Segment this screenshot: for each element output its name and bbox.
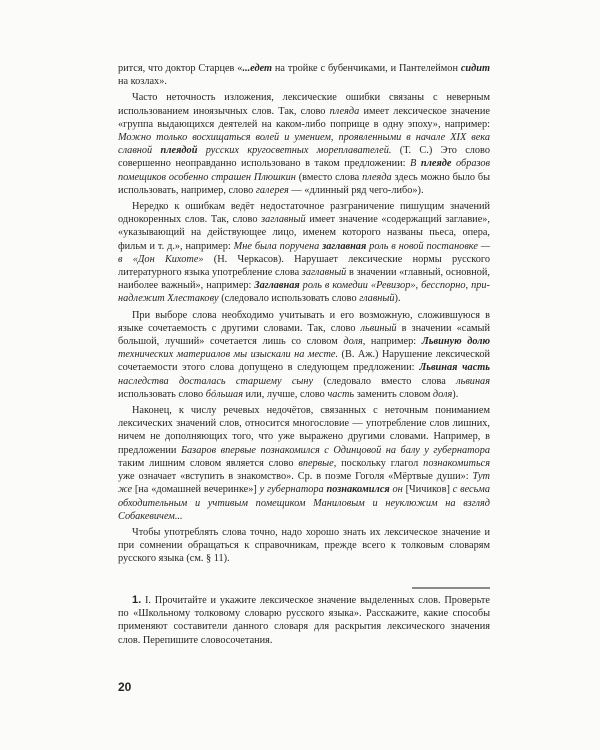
exercise-block — [118, 594, 490, 647]
paragraph: Нередко к ошибкам ведёт недостаточное разграничение пишущим значений однокоренных слов. Так, слово заглавный имеет значение «содержащий заглавие», «указывающий на действующее лицо, именем которого названы пьеса, опера, фильм и т. д.», например: Мне была поручена заглавная роль в новой постановке — в «Дон Кихоте» (Н. Черкасов). Нарушает лексические нормы русского литературного языка употребление слова заглавный в значении «главный, основной, наиболее важный», например: Заглавная роль в комедии «Ревизор», бесспорно, принадлежит Хлестакову (следовало использовать слово главный). — [118, 201, 491, 305]
paragraph: Наконец, к числу речевых недочётов, связанных с неточным пониманием лексических значений слов, относится многословие — употребление слов лишних, ничем не дополняющих того, что уже выражено другими словами. Например, в предложении Базаров впервые познакомился с Одинцовой на балу у губернатора таким лишним словом является слово впервые, поскольку глагол познакомиться уже означает «вступить в знакомство». Ср. в поэме Гоголя «Мёртвые души»: Тут же [на «домашней вечеринке»] у губернатора познакомился он [Чичиков] с весьма обходительным и учтивым помещиком Маниловым и неуклюжим на взгляд Собакевичем... — [118, 405, 491, 522]
paragraph: Чтобы употреблять слова точно, надо хорошо знать их лексическое значение и при сомнении обращаться к справочникам, прежде всего к толковым словарям русского языка (см. § 11). — [118, 526, 490, 565]
paragraph: При выборе слова необходимо учитывать и его возможную, сложившуюся в языке сочетаемость с другими словами. Так, слово львиный в значении «самый большой, лучший» сочетается лишь со словом доля, например: Львиную долю технических материалов мы изыскали на месте. (В. Аж.) Нарушение лексической сочетаемости этого слова допущено в следующем предложении: Львиная часть наследства досталась старшему сыну (следовало вместо слова львиная использовать слово бóльшая или, лучше, слово часть заменить словом доля). — [118, 309, 491, 400]
page-number: 20 — [118, 680, 132, 694]
main-text — [118, 62, 490, 569]
exercise-divider — [412, 587, 490, 589]
paragraph: Часто неточность изложения, лексические ошибки связаны с неверным использованием иноязычных слов. Так, слово плеяда имеет лексическое значение «группа выдающихся деятелей на каком-либо поприще в одну эпоху», например: Можно только восхищаться волей и умением, проявленными в начале XIX века славной плеядой русских кругосветных мореплавателей. (Т. С.) Это слово совершенно неоправданно использовано в таком предложении: В плеяде образов помещиков особенно страшен Плюшкин (вместо слова плеяда здесь можно было бы использовать, например, слово галерея — «длинный ряд чего-либо»). — [118, 92, 491, 196]
exercise-number: 1. — [132, 594, 142, 606]
exercise-text: 1. I. Прочитайте и укажите лексическое значение выделенных слов. Проверьте по «Школьному толковому словарю русского языка». Расскажите, какие способы применяют составители данного словаря для раскрытия лексического значения слов. Перепишите словосочетания. — [118, 594, 490, 646]
paragraph: рится, что доктор Старцев «...едет на тройке с бубенчиками, и Пантелеймон сидит на козлах». — [118, 63, 490, 88]
